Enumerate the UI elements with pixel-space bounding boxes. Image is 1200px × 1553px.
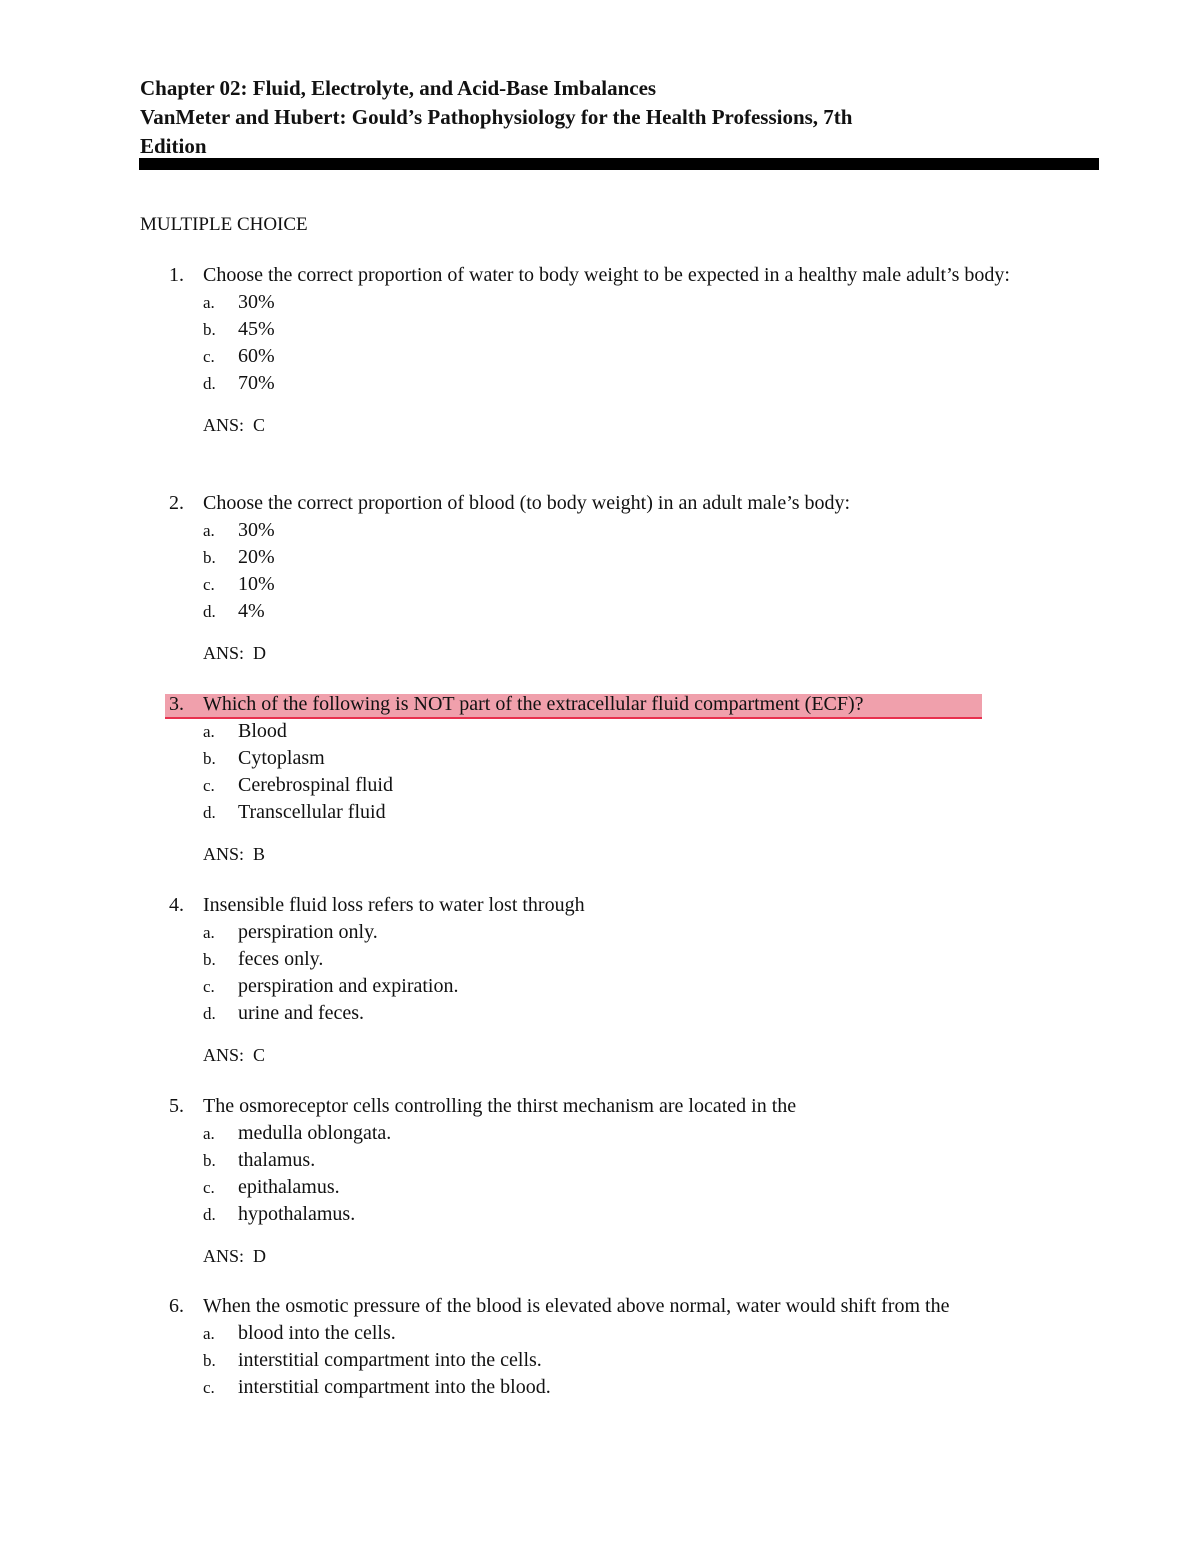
question-text: Choose the correct proportion of blood (to body weight) in an adult male’s body:	[203, 492, 851, 514]
option-text: feces only.	[238, 948, 324, 970]
option-a	[140, 289, 1100, 316]
question-2	[140, 490, 1100, 666]
question-text: The osmoreceptor cells controlling the thirst mechanism are located in the	[203, 1095, 797, 1117]
option-c	[140, 973, 1100, 1000]
question-number: 6.	[169, 1295, 184, 1317]
option-b	[140, 946, 1100, 973]
question-number: 4.	[169, 894, 184, 916]
answer-line: ANS: D	[203, 643, 267, 663]
option-text: Cerebrospinal fluid	[238, 774, 393, 796]
option-letter: c.	[203, 776, 215, 795]
option-c	[140, 571, 1100, 598]
option-d	[140, 799, 1100, 826]
question-stem	[140, 1093, 1100, 1120]
question-number: 5.	[169, 1095, 184, 1117]
option-b	[140, 544, 1100, 571]
option-a	[140, 919, 1100, 946]
question-text: Choose the correct proportion of water to body weight to be expected in a healthy male adult’s body:	[203, 264, 1010, 286]
option-letter: d.	[203, 374, 216, 393]
header-rule	[139, 158, 1099, 170]
question-6	[140, 1293, 1100, 1401]
option-letter: a.	[203, 1124, 215, 1143]
option-letter: b.	[203, 320, 216, 339]
option-letter: a.	[203, 923, 215, 942]
option-letter: c.	[203, 347, 215, 366]
question-stem	[140, 262, 1100, 289]
option-b	[140, 1147, 1100, 1174]
option-text: perspiration and expiration.	[238, 975, 459, 997]
option-text: blood into the cells.	[238, 1322, 396, 1344]
option-letter: b.	[203, 950, 216, 969]
option-d	[140, 370, 1100, 397]
answer-line: ANS: C	[203, 1045, 266, 1065]
option-c	[140, 343, 1100, 370]
option-text: 45%	[238, 318, 275, 340]
option-d	[140, 1201, 1100, 1228]
option-letter: b.	[203, 749, 216, 768]
question-number: 3.	[169, 693, 184, 715]
answer-line: ANS: B	[203, 844, 266, 864]
option-letter: c.	[203, 1178, 215, 1197]
option-text: Cytoplasm	[238, 747, 325, 769]
option-text: 20%	[238, 546, 275, 568]
option-c	[140, 772, 1100, 799]
option-text: interstitial compartment into the blood.	[238, 1376, 551, 1398]
option-text: 70%	[238, 372, 275, 394]
question-number: 1.	[169, 264, 184, 286]
option-a	[140, 517, 1100, 544]
option-b	[140, 1347, 1100, 1374]
option-letter: b.	[203, 1351, 216, 1370]
question-3	[140, 691, 1100, 867]
option-a	[140, 718, 1100, 745]
book-edition: Edition	[140, 134, 207, 158]
book-title: VanMeter and Hubert: Gould’s Pathophysiology for the Health Professions, 7th	[140, 105, 853, 129]
option-letter: b.	[203, 548, 216, 567]
option-letter: d.	[203, 1004, 216, 1023]
option-text: medulla oblongata.	[238, 1122, 392, 1144]
option-c	[140, 1174, 1100, 1201]
answer-line: ANS: C	[203, 415, 266, 435]
option-letter: a.	[203, 293, 215, 312]
option-letter: a.	[203, 722, 215, 741]
option-text: interstitial compartment into the cells.	[238, 1349, 542, 1371]
option-a	[140, 1120, 1100, 1147]
option-b	[140, 316, 1100, 343]
option-text: urine and feces.	[238, 1002, 365, 1024]
option-letter: d.	[203, 803, 216, 822]
option-text: epithalamus.	[238, 1176, 340, 1198]
question-text: Which of the following is NOT part of the extracellular fluid compartment (ECF)?	[203, 693, 864, 715]
question-1	[140, 262, 1100, 438]
option-b	[140, 745, 1100, 772]
question-stem	[140, 892, 1100, 919]
option-text: hypothalamus.	[238, 1203, 356, 1225]
document-header	[140, 74, 1100, 161]
option-text: 30%	[238, 291, 275, 313]
answer-line: ANS: D	[203, 1246, 267, 1266]
option-text: 4%	[238, 600, 265, 622]
option-letter: b.	[203, 1151, 216, 1170]
option-letter: a.	[203, 521, 215, 540]
option-letter: d.	[203, 1205, 216, 1224]
option-d	[140, 598, 1100, 625]
option-text: 60%	[238, 345, 275, 367]
question-stem-highlighted	[140, 691, 1100, 718]
option-c	[140, 1374, 1100, 1401]
section-title: MULTIPLE CHOICE	[140, 214, 308, 235]
question-number: 2.	[169, 492, 184, 514]
option-text: perspiration only.	[238, 921, 378, 943]
option-text: 10%	[238, 573, 275, 595]
option-d	[140, 1000, 1100, 1027]
option-letter: c.	[203, 1378, 215, 1397]
option-letter: c.	[203, 977, 215, 996]
option-letter: c.	[203, 575, 215, 594]
option-letter: d.	[203, 602, 216, 621]
option-text: Transcellular fluid	[238, 801, 386, 823]
question-4	[140, 892, 1100, 1068]
question-5	[140, 1093, 1100, 1269]
option-letter: a.	[203, 1324, 215, 1343]
question-stem	[140, 1293, 1100, 1320]
option-text: thalamus.	[238, 1149, 316, 1171]
question-stem	[140, 490, 1100, 517]
option-text: Blood	[238, 720, 287, 742]
option-a	[140, 1320, 1100, 1347]
question-text: Insensible fluid loss refers to water lost through	[203, 894, 585, 916]
question-text: When the osmotic pressure of the blood is elevated above normal, water would shift from the	[203, 1295, 950, 1317]
option-text: 30%	[238, 519, 275, 541]
chapter-title: Chapter 02: Fluid, Electrolyte, and Acid-Base Imbalances	[140, 76, 657, 100]
